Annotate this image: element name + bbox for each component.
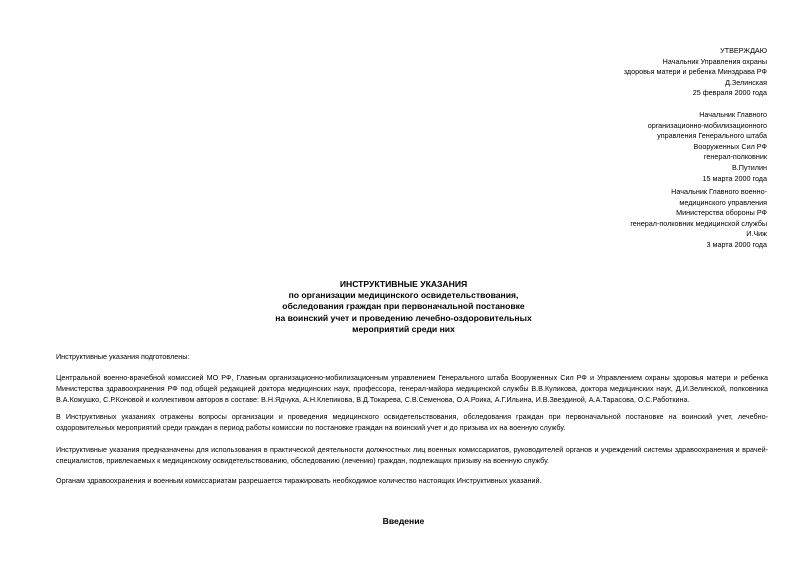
title-line: на воинский учет и проведению лечебно-оздоровительных xyxy=(275,312,532,323)
approval-line: 3 марта 2000 года xyxy=(706,239,767,249)
approval-line: Начальник Главного военно- xyxy=(671,187,767,196)
title-line: по организации медицинского освидетельствования, xyxy=(288,290,519,301)
approval-line: генерал-полковник медицинской службы xyxy=(630,218,767,228)
approval-block-maternal-health xyxy=(624,46,767,99)
approval-line: генерал-полковник xyxy=(703,152,767,162)
approval-block-general-staff xyxy=(648,110,767,184)
approval-line: И.Чиж xyxy=(746,229,767,239)
approval-line: организационно-мобилизационного xyxy=(647,120,767,130)
approval-line: Начальник Главного xyxy=(699,110,767,119)
approval-line: здоровья матери и ребенка Минздрава РФ xyxy=(623,67,767,77)
approval-line: Начальник Управления охраны xyxy=(662,56,767,66)
document-title xyxy=(0,279,807,335)
title-line: ИНСТРУКТИВНЫЕ УКАЗАНИЯ xyxy=(339,279,468,289)
approval-line: управления Генерального штаба xyxy=(657,131,767,141)
approval-line: 25 февраля 2000 года xyxy=(692,88,767,98)
approval-line: Д.Зелинская xyxy=(725,77,767,87)
approval-line: медицинского управления xyxy=(679,197,767,207)
paragraph-permission: Органам здравоохранения и военным комиссариатам разрешается тиражировать необходимое количество настоящих Инструктивных указаний. xyxy=(56,476,542,485)
approval-line: 15 марта 2000 года xyxy=(702,173,767,183)
title-line: обследования граждан при первоначальной постановке xyxy=(282,301,525,312)
paragraph-authors: Центральной военно-врачебной комиссией МО РФ, Главным организационно-мобилизационным управлением Генерального штаба Вооруженных Сил РФ и Управлением охраны здоровья матери и ребенка Министерства здравоохранения РФ под общей редакцией доктора медицинских наук, профессора, генерал-майора медицинской службы В.В.Куликова, доктора медицинских наук, Д.И.Зелинской, полковника В.А.Кожушко, С.Р.Коновой и коллективом авторов в составе: В.Н.Ядчука, А.Н.Клепикова, В.Д.Токарева, С.В.Семенова, О.А.Роика, А.Г.Ильина, И.В.Звездиной, А.А.Тарасова, О.С.Работкина. xyxy=(56,373,768,404)
title-line: мероприятий среди них xyxy=(352,323,455,334)
approval-line: УТВЕРЖДАЮ xyxy=(720,46,767,55)
paragraph-contents: В Инструктивных указаниях отражены вопросы организации и проведения медицинского освидетельствования, обследования граждан при первоначальной постановке на воинский учет, лечебно-оздоровительных мероприятий среди граждан в период работы комиссии по постановке граждан на воинский учет и до призыва их на военную службу. xyxy=(56,412,768,432)
paragraph-purpose: Инструктивные указания предназначены для использования в практической деятельности должностных лиц военных комиссариатов, руководителей органов и учреждений системы здравоохранения и врачей-специалистов, привлекаемых к медицинскому освидетельствованию, обследованию (лечению) граждан, подлежащих призыву на военную службу. xyxy=(56,445,768,465)
section-heading-introduction: Введение xyxy=(382,516,425,526)
approval-line: Вооруженных Сил РФ xyxy=(693,141,767,151)
approval-block-military-medical xyxy=(630,187,767,251)
approval-line: Министерства обороны РФ xyxy=(676,208,767,218)
paragraph-prepared-by: Инструктивные указания подготовлены: xyxy=(56,352,190,361)
approval-line: В.Путилин xyxy=(731,162,767,172)
